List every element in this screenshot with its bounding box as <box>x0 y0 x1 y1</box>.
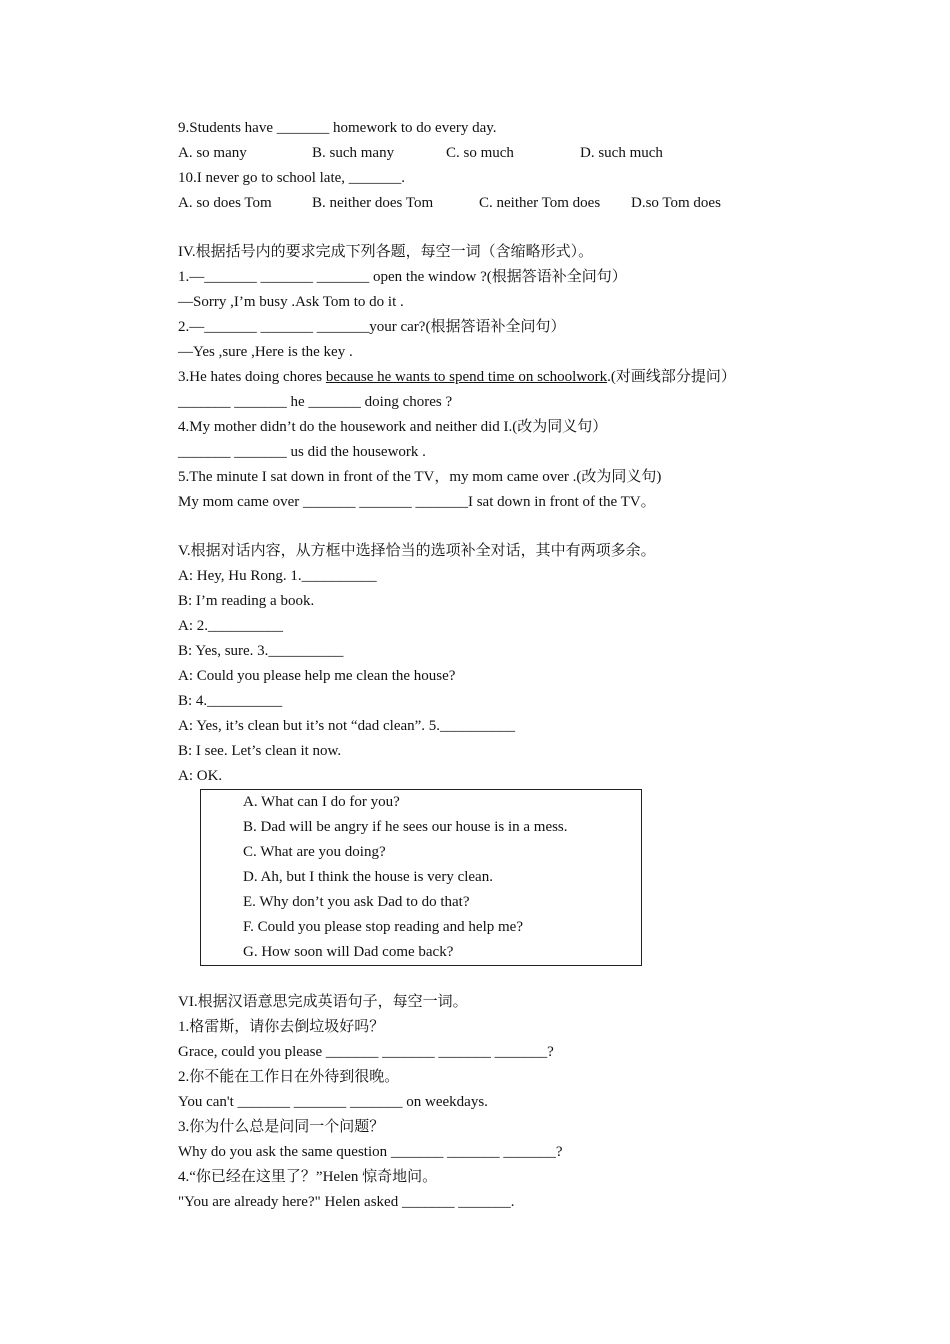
options-box <box>200 789 642 966</box>
q9-option-a: A. so many <box>178 145 247 161</box>
q10-option-d: D.so Tom does <box>631 195 721 211</box>
dialogue-line: B: I see. Let’s clean it now. <box>178 743 342 759</box>
spacer <box>178 966 878 990</box>
section4-line-4: —Yes ,sure ,Here is the key . <box>178 344 353 360</box>
section4-line-8: _______ _______ us did the housework . <box>178 444 426 460</box>
box-option-f: F. Could you please stop reading and help me? <box>243 919 523 935</box>
q9-option-c: C. so much <box>446 145 514 161</box>
section5-heading: V.根据对话内容，从方框中选择恰当的选项补全对话，其中有两项多余。 <box>178 543 656 559</box>
section6-line-1: 1.格雷斯，请你去倒垃圾好吗？ <box>178 1019 385 1035</box>
section4-line-9: 5.The minute I sat down in front of the TV，my mom came over .(改为同义句) <box>178 469 662 485</box>
dialogue-line: A: Yes, it’s clean but it’s not “dad clean”. 5.__________ <box>178 718 516 734</box>
dialogue-line: A: Hey, Hu Rong. 1.__________ <box>178 568 377 584</box>
dialogue-line: A: OK. <box>178 768 223 784</box>
q3-prefix: 3.He hates doing chores <box>178 369 326 385</box>
section6-line-7: 4.“你已经在这里了？”Helen 惊奇地问。 <box>178 1169 438 1185</box>
box-option-c: C. What are you doing? <box>243 844 386 860</box>
section4-line-10: My mom came over _______ _______ _______I sat down in front of the TV。 <box>178 494 656 510</box>
box-option-g: G. How soon will Dad come back? <box>243 944 454 960</box>
section6-line-4: You can't _______ _______ _______ on weekdays. <box>178 1094 488 1110</box>
dialogue-line: A: Could you please help me clean the house? <box>178 668 456 684</box>
q9-option-d: D. such much <box>580 145 663 161</box>
box-option-b: B. Dad will be angry if he sees our house is in a mess. <box>243 819 568 835</box>
section4-heading: IV.根据括号内的要求完成下列各题，每空一词（含缩略形式）。 <box>178 244 594 260</box>
section4-line-1: 1.—_______ _______ _______ open the window ?(根据答语补全问句） <box>178 269 627 285</box>
q3-suffix: .(对画线部分提问） <box>607 369 736 385</box>
spacer <box>178 216 878 240</box>
q10-option-c: C. neither Tom does <box>479 195 601 211</box>
section6-line-5: 3.你为什么总是问同一个问题？ <box>178 1119 385 1135</box>
section4-line-7: 4.My mother didn’t do the housework and neither did I.(改为同义句） <box>178 419 608 435</box>
q9-options <box>178 141 878 166</box>
section6-line-8: "You are already here?" Helen asked _______ _______. <box>178 1194 515 1210</box>
q9-option-b: B. such many <box>312 145 395 161</box>
spacer <box>178 515 878 539</box>
q10-option-b: B. neither does Tom <box>312 195 434 211</box>
section4-line-2: —Sorry ,I’m busy .Ask Tom to do it . <box>178 294 404 310</box>
q9-stem: 9.Students have _______ homework to do every day. <box>178 120 497 136</box>
section4-q3 <box>178 365 878 390</box>
worksheet-page <box>178 116 878 1215</box>
section4-line-3: 2.—_______ _______ _______your car?(根据答语补全问句） <box>178 319 566 335</box>
dialogue-line: B: 4.__________ <box>178 693 283 709</box>
box-option-d: D. Ah, but I think the house is very clean. <box>243 869 493 885</box>
box-option-a: A. What can I do for you? <box>243 794 400 810</box>
q10-option-a: A. so does Tom <box>178 195 272 211</box>
q10-options <box>178 191 878 216</box>
dialogue-line: B: I’m reading a book. <box>178 593 315 609</box>
box-option-e: E. Why don’t you ask Dad to do that? <box>243 894 470 910</box>
section4-line-6: _______ _______ he _______ doing chores ? <box>178 394 453 410</box>
dialogue-line: B: Yes, sure. 3.__________ <box>178 643 344 659</box>
section6-line-3: 2.你不能在工作日在外待到很晚。 <box>178 1069 400 1085</box>
q10-stem: 10.I never go to school late, _______. <box>178 170 406 186</box>
section6-line-6: Why do you ask the same question _______ _______ _______? <box>178 1144 563 1160</box>
dialogue-line: A: 2.__________ <box>178 618 283 634</box>
section6-heading: VI.根据汉语意思完成英语句子，每空一词。 <box>178 994 468 1010</box>
q3-underlined-part: because he wants to spend time on schoolwork <box>325 369 608 385</box>
section6-line-2: Grace, could you please _______ _______ _______ _______? <box>178 1044 554 1060</box>
